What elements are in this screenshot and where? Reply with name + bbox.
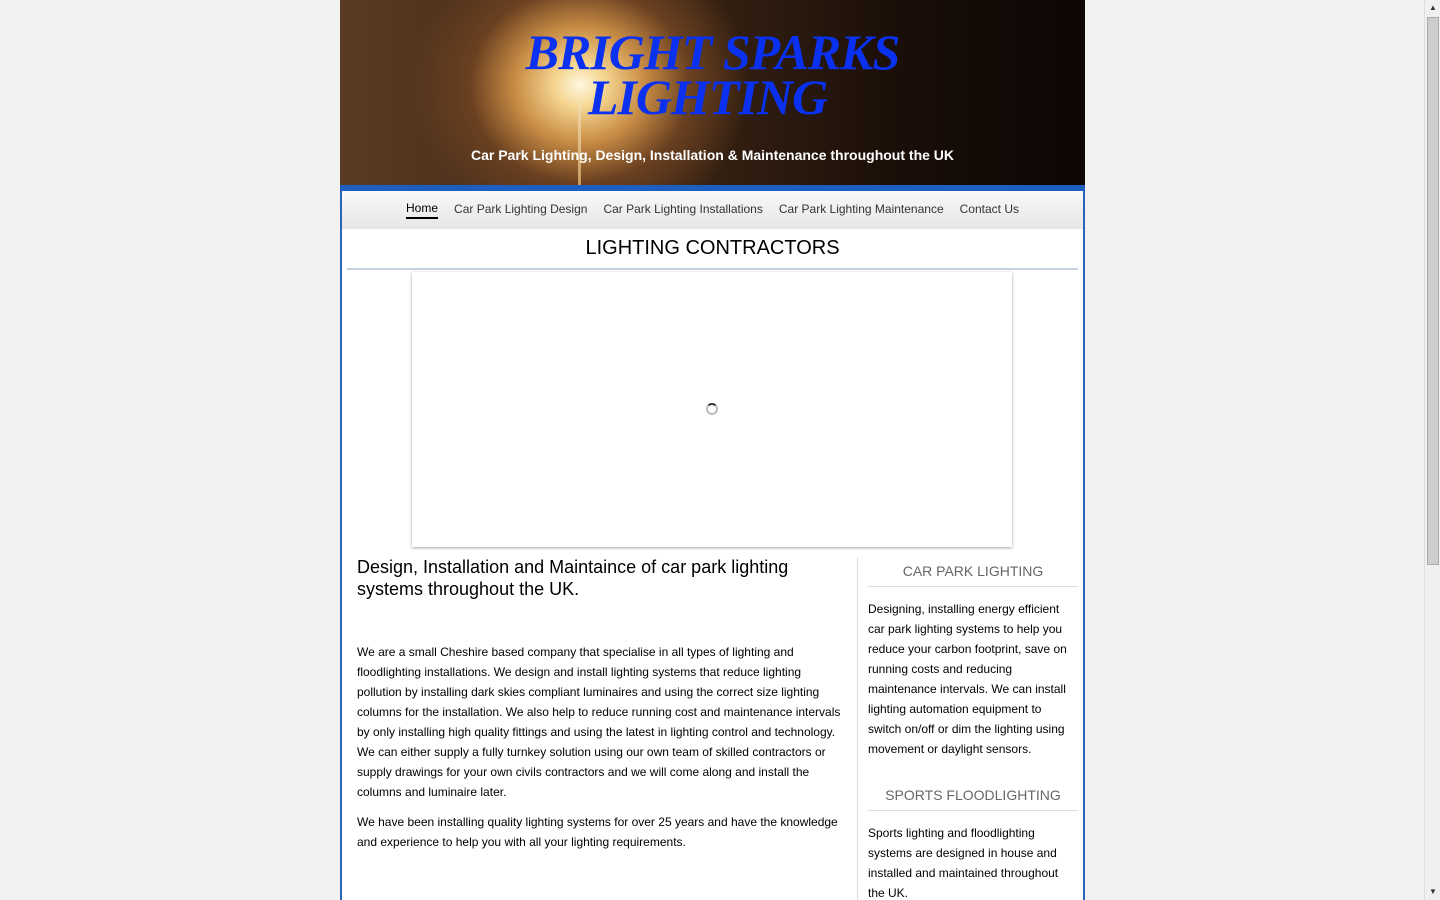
sidebar-text: Designing, installing energy efficient car park lighting systems to help you reduce your carbon footprint, save on running costs and reducing maintenance intervals. We can install lighting automation equipment to switch on/off or dim the lighting using movement or daylight sensors. [868,602,1067,756]
sidebar-heading-car-park-lighting: CAR PARK LIGHTING [868,563,1078,587]
sidebar [868,563,1078,900]
slideshow[interactable] [412,272,1012,547]
logo-line-2: LIGHTING [587,69,828,125]
main-nav [342,191,1083,229]
scroll-down-arrow-icon[interactable]: ▼ [1429,887,1437,896]
vertical-scrollbar[interactable] [1424,0,1440,900]
scroll-up-arrow-icon[interactable]: ▲ [1429,3,1437,12]
paragraph: We are a small Cheshire based company that specialise in all types of lighting and floodlighting installations. We design and install lighting systems that reduce lighting pollution by installing dark skies compliant luminaires and using the correct size lighting columns for the installation. We also help to reduce running cost and maintenance intervals by only installing high quality fittings and using the latest in lighting control and technology. We can either supply a fully turnkey solution using our own team of skilled contractors or supply drawings for your own civils contractors and we will come along and install the columns and luminaire later. [357,645,841,799]
logo-line-1: BRIGHT SPARKS [525,24,900,80]
nav-car-park-lighting-maintenance[interactable]: Car Park Lighting Maintenance [778,202,944,216]
column-divider [857,557,858,900]
nav-home[interactable]: Home [406,201,438,219]
main-content [357,556,847,862]
paragraph: We have been installing quality lighting systems for over 25 years and have the knowledge and experience to help you with all your lighting requirements. [357,815,838,849]
nav-contact-us[interactable]: Contact Us [959,202,1019,216]
page-title: LIGHTING CONTRACTORS [585,237,840,259]
loading-spinner-icon [706,403,718,415]
nav-car-park-lighting-installations[interactable]: Car Park Lighting Installations [603,202,763,216]
page-container [340,0,1085,900]
tagline: Car Park Lighting, Design, Installation & Maintenance throughout the UK [470,147,955,163]
nav-car-park-lighting-design[interactable]: Car Park Lighting Design [454,202,588,216]
header-banner [340,0,1085,185]
main-heading: Design, Installation and Maintaince of car park lighting systems throughout the UK. [357,557,789,599]
title-divider [347,268,1078,270]
scrollbar-thumb[interactable] [1427,17,1439,565]
sidebar-heading-sports-floodlighting: SPORTS FLOODLIGHTING [868,787,1078,811]
sidebar-text: Sports lighting and floodlighting systems are designed in house and installed and maintained throughout the UK. [868,826,1059,900]
site-logo[interactable] [340,24,1085,125]
